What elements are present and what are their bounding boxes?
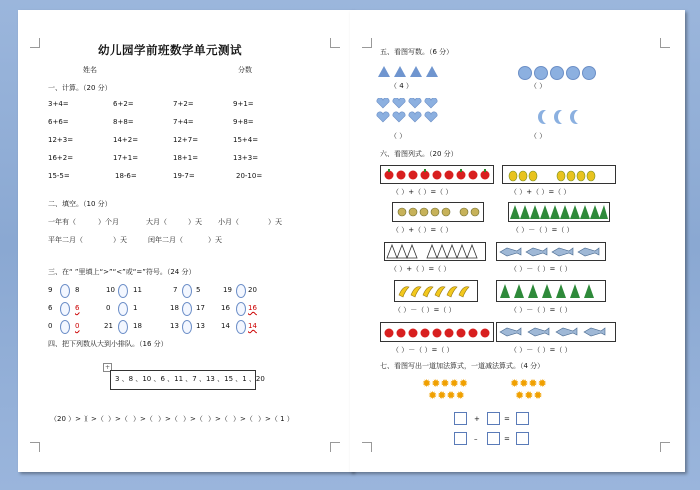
- trees-box: [508, 202, 610, 222]
- cmp-number: 14: [248, 322, 257, 330]
- smiley-icon: [534, 66, 548, 80]
- order-slot: ）>（: [108, 415, 128, 423]
- answer-oval[interactable]: [60, 320, 70, 334]
- numbers-box: [110, 370, 265, 390]
- heart-icon: [425, 98, 437, 108]
- flowers-box: [392, 202, 484, 222]
- calc-item: 7+2=: [173, 100, 194, 108]
- heart-icon: [409, 112, 421, 122]
- cmp-number: 6: [75, 304, 80, 312]
- order-slot: ）>（ 1 ）: [258, 415, 294, 423]
- heart-icon: [377, 112, 389, 122]
- equation-add: （ ）+（ ）=（ ）: [390, 265, 451, 273]
- fill-text: ）天: [188, 218, 202, 226]
- crop-mark: [362, 442, 372, 452]
- equation-sub: （ ）－（ ）=（ ）: [512, 226, 574, 234]
- moon-icon: [542, 110, 554, 124]
- fill-text: ）天: [113, 236, 127, 244]
- calc-item: 9+8=: [233, 118, 254, 126]
- equals-sign: =: [504, 435, 510, 443]
- left-document-page: [18, 10, 353, 472]
- calc-item: 19-7=: [173, 172, 195, 180]
- count-paren: （ ）: [530, 82, 547, 90]
- hearts-group: [376, 98, 456, 128]
- cmp-number: 13: [170, 322, 179, 330]
- order-slot: ）>（: [208, 415, 228, 423]
- cmp-number: 0: [106, 304, 111, 312]
- answer-square[interactable]: [487, 412, 500, 425]
- heart-icon: [377, 98, 389, 108]
- trees-box: [496, 280, 606, 302]
- equation-add: （ ）+（ ）=（ ）: [510, 188, 571, 196]
- answer-square[interactable]: [516, 412, 529, 425]
- order-slot: ）>（: [158, 415, 178, 423]
- plus-sign: +: [474, 415, 480, 423]
- calc-item: 13+3=: [233, 154, 259, 162]
- cmp-number: 17: [196, 304, 205, 312]
- fish-box: [496, 322, 616, 342]
- star-icon: ✹✹✹✹✹: [422, 377, 469, 390]
- smiley-icon: [550, 66, 564, 80]
- heart-icon: [409, 98, 421, 108]
- numbers-text: 3 、8 、10 、6 、11 、7 、13 、15 、1 、20: [115, 375, 265, 383]
- fill-text: 平年二月（: [48, 236, 83, 244]
- section-7-heading: 七、看图写出一道加法算式，一道减法算式。（4 分）: [380, 362, 545, 370]
- cmp-number: 8: [75, 286, 80, 294]
- cmp-number: 11: [133, 286, 142, 294]
- cmp-number: 5: [196, 286, 201, 294]
- moon-icon: [558, 110, 570, 124]
- fish-image: [497, 243, 605, 260]
- cmp-number: 13: [196, 322, 205, 330]
- crop-mark: [660, 442, 670, 452]
- trees-image: [509, 203, 609, 221]
- apples-image: [381, 323, 493, 341]
- answer-oval[interactable]: [60, 284, 70, 298]
- heart-icon: [425, 112, 437, 122]
- fill-text: 一年有（: [48, 218, 76, 226]
- star-icon: ✹✹✹: [515, 389, 543, 402]
- calc-item: 3+4=: [48, 100, 69, 108]
- pears-image: [503, 166, 615, 183]
- order-slot: （20 ）>（: [50, 415, 88, 423]
- order-slot: ）>（: [84, 415, 104, 423]
- apples-box: [380, 322, 494, 342]
- heart-icon: [393, 98, 405, 108]
- count-paren: （ ）: [390, 132, 407, 140]
- cmp-number: 10: [106, 286, 115, 294]
- answer-oval[interactable]: [236, 284, 246, 298]
- answer-square[interactable]: [516, 432, 529, 445]
- cmp-number: 19: [223, 286, 232, 294]
- star-icon: ✹✹✹✹: [510, 377, 547, 390]
- order-slot: ）>（: [183, 415, 203, 423]
- fill-text: ）天: [268, 218, 282, 226]
- calc-item: 16+2=: [48, 154, 74, 162]
- equation-sub: （ ）－（ ）=（ ）: [510, 265, 572, 273]
- section-4-heading: 四、把下列数从大到小排队。（16 分）: [48, 340, 168, 348]
- calc-item: 12+7=: [173, 136, 199, 144]
- cmp-number: 7: [173, 286, 178, 294]
- apples-box: [380, 165, 494, 184]
- calc-item: 17+1=: [113, 154, 139, 162]
- score-label: 分数: [238, 66, 252, 74]
- equation-add: （ ）+（ ）=（ ）: [392, 226, 453, 234]
- table-move-handle[interactable]: +: [104, 364, 111, 371]
- smiley-icon: [582, 66, 596, 80]
- calc-item: 15-5=: [48, 172, 70, 180]
- calc-item: 14+2=: [113, 136, 139, 144]
- answer-oval[interactable]: [182, 284, 192, 298]
- bananas-image: [395, 281, 477, 301]
- crop-mark: [330, 38, 340, 48]
- answer-oval[interactable]: [118, 320, 128, 334]
- answer-square[interactable]: [454, 412, 467, 425]
- cmp-number: 16: [221, 304, 230, 312]
- triangle-icon: [394, 66, 406, 77]
- equation-add: （ ）+（ ）=（ ）: [392, 188, 453, 196]
- calc-item: 15+4=: [233, 136, 259, 144]
- calc-item: 12+3=: [48, 136, 74, 144]
- answer-oval[interactable]: [182, 320, 192, 334]
- moon-icon: [574, 110, 586, 124]
- order-slot: ）>（: [133, 415, 153, 423]
- outline-triangles-box: [384, 242, 486, 261]
- answer-square[interactable]: [454, 432, 467, 445]
- triangle-icon: [426, 66, 438, 77]
- calc-item: 8+8=: [113, 118, 134, 126]
- fill-text: 闰年二月（: [148, 236, 183, 244]
- section-6-heading: 六、看图列式。（20 分）: [380, 150, 458, 158]
- count-answer: （ 4 ）: [390, 82, 413, 90]
- cmp-number: 6: [48, 304, 53, 312]
- crop-mark: [30, 38, 40, 48]
- cmp-number: 18: [170, 304, 179, 312]
- heart-icon: [393, 112, 405, 122]
- smiley-icon: [566, 66, 580, 80]
- right-document-page: [350, 10, 685, 472]
- bananas-box: [394, 280, 478, 302]
- equation-sub: （ ）－（ ）=（ ）: [510, 306, 572, 314]
- cmp-number: 1: [133, 304, 138, 312]
- count-paren: （ ）: [530, 132, 547, 140]
- cmp-number: 16: [248, 304, 257, 312]
- answer-square[interactable]: [487, 432, 500, 445]
- equation-sub: （ ）－（ ）=（ ）: [510, 346, 572, 354]
- apples-image: [381, 166, 493, 183]
- calc-item: 6+6=: [48, 118, 69, 126]
- minus-sign: –: [474, 435, 478, 443]
- answer-oval[interactable]: [60, 302, 70, 316]
- answer-oval[interactable]: [118, 284, 128, 298]
- cmp-number: 0: [75, 322, 80, 330]
- calc-item: 9+1=: [233, 100, 254, 108]
- crop-mark: [330, 442, 340, 452]
- pears-box: [502, 165, 616, 184]
- calc-item: 20-10=: [236, 172, 263, 180]
- cmp-number: 21: [104, 322, 113, 330]
- equation-sub: （ ）－（ ）=（ ）: [392, 346, 454, 354]
- cmp-number: 0: [48, 322, 53, 330]
- flowers-image: [393, 203, 483, 221]
- crop-mark: [30, 442, 40, 452]
- star-icon: ✹✹✹✹: [428, 389, 465, 402]
- calc-item: 7+4=: [173, 118, 194, 126]
- triangle-icon: [410, 66, 422, 77]
- section-2-heading: 二、填空。（10 分）: [48, 200, 112, 208]
- answer-oval[interactable]: [182, 302, 192, 316]
- equation-sub: （ ）－（ ）=（ ）: [394, 306, 456, 314]
- order-slot: ）>（: [233, 415, 253, 423]
- fill-text: ）个月: [98, 218, 119, 226]
- answer-oval[interactable]: [236, 302, 246, 316]
- fill-text: 小月（: [218, 218, 239, 226]
- calc-item: 18-6=: [115, 172, 137, 180]
- crop-mark: [362, 38, 372, 48]
- fish-box: [496, 242, 606, 261]
- cmp-number: 20: [248, 286, 257, 294]
- crop-mark: [660, 38, 670, 48]
- triangle-icon: [378, 66, 390, 77]
- fish-image: [497, 323, 615, 341]
- cmp-number: 14: [221, 322, 230, 330]
- name-label: 姓名: [83, 66, 97, 74]
- calc-item: 6+2=: [113, 100, 134, 108]
- cmp-number: 9: [48, 286, 53, 294]
- cmp-number: 18: [133, 322, 142, 330]
- calc-item: 18+1=: [173, 154, 199, 162]
- section-1-heading: 一、计算。（20 分）: [48, 84, 112, 92]
- equals-sign: =: [504, 415, 510, 423]
- smiley-icon: [518, 66, 532, 80]
- trees-image: [497, 281, 605, 301]
- section-3-heading: 三、在“ ”里填上“>”“<”或“=”符号。（24 分）: [48, 268, 196, 276]
- section-5-heading: 五、看图写数。（6 分）: [380, 48, 454, 56]
- fill-text: ）天: [208, 236, 222, 244]
- answer-oval[interactable]: [236, 320, 246, 334]
- page-title: 幼儿园学前班数学单元测试: [98, 43, 242, 57]
- fill-text: 大月（: [146, 218, 167, 226]
- outline-triangles-image: [385, 243, 485, 260]
- answer-oval[interactable]: [118, 302, 128, 316]
